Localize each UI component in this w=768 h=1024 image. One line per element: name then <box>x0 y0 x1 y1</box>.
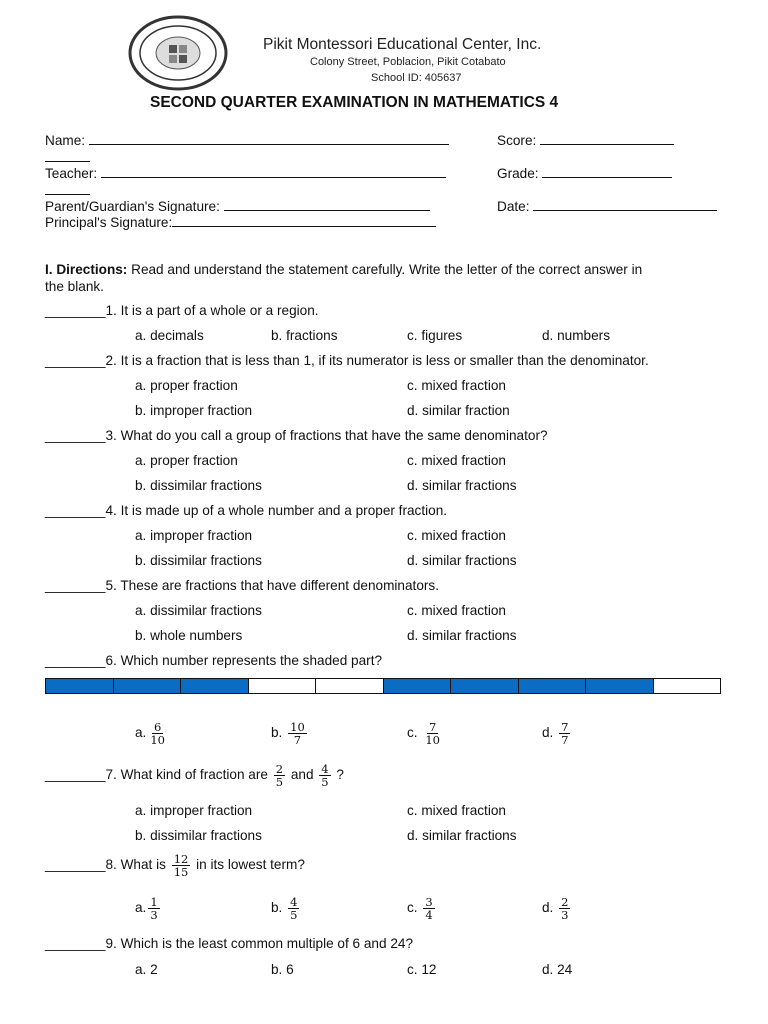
date-field[interactable] <box>497 196 717 214</box>
answer-blank[interactable]: ________ <box>45 857 106 873</box>
question-text: and <box>290 767 314 783</box>
question-3 <box>45 428 548 443</box>
score-label: Score: <box>497 133 537 148</box>
question-6 <box>45 653 382 668</box>
question-7 <box>45 763 344 788</box>
option-c: c. mixed fraction <box>407 603 506 618</box>
bar-cell-shaded <box>46 679 114 693</box>
option-letter: b. <box>271 725 283 741</box>
option-d: d. numbers <box>542 328 611 343</box>
question-1 <box>45 303 319 318</box>
option-c: c. mixed fraction <box>407 803 506 818</box>
option-b: b. dissimilar fractions <box>135 553 262 568</box>
grade-field[interactable] <box>497 163 672 181</box>
question-text: 2. It is a fraction that is less than 1, if its numerator is less or smaller than the denominator. <box>105 353 649 368</box>
principal-line[interactable] <box>172 212 436 227</box>
bar-cell-empty <box>249 679 317 693</box>
directions-text: Read and understand the statement carefully. Write the letter of the correct answer in <box>131 262 643 277</box>
question-text: 4. It is made up of a whole number and a proper fraction. <box>105 503 448 518</box>
option-a: a. proper fraction <box>135 453 238 468</box>
option-d: d. similar fraction <box>407 403 510 418</box>
fraction-bar <box>45 678 721 694</box>
principal-signature-field[interactable] <box>45 212 436 230</box>
answer-blank[interactable]: ________ <box>45 767 106 783</box>
fraction <box>148 721 167 746</box>
option-b: b. improper fraction <box>135 403 253 418</box>
fraction <box>423 896 434 921</box>
directions <box>45 262 642 277</box>
option-d <box>542 721 572 746</box>
denominator: 3 <box>150 908 158 922</box>
option-b: b. whole numbers <box>135 628 243 643</box>
option-letter: b. <box>271 900 283 916</box>
option-b <box>271 896 301 921</box>
teacher-field[interactable] <box>45 163 446 181</box>
school-id: School ID: 405637 <box>371 72 462 84</box>
denominator: 3 <box>561 908 569 922</box>
option-b <box>271 721 309 746</box>
parent-line[interactable] <box>224 196 430 211</box>
answer-blank[interactable]: ________ <box>45 578 106 593</box>
numerator: 4 <box>290 895 298 909</box>
question-8 <box>45 853 305 878</box>
bar-cell-shaded <box>586 679 654 693</box>
fraction <box>559 896 570 921</box>
denominator: 7 <box>293 733 302 747</box>
fraction <box>288 896 299 921</box>
fraction <box>288 721 307 746</box>
score-field[interactable] <box>497 130 674 148</box>
question-text: ? <box>336 767 344 783</box>
question-9 <box>45 936 413 951</box>
option-b: b. dissimilar fractions <box>135 828 262 843</box>
teacher-line[interactable] <box>101 163 446 178</box>
option-letter: d. <box>542 900 554 916</box>
denominator: 7 <box>561 733 569 747</box>
numerator: 3 <box>425 895 433 909</box>
directions-label: I. Directions: <box>45 262 128 277</box>
exam-title: SECOND QUARTER EXAMINATION IN MATHEMATICS 4 <box>150 94 559 111</box>
school-address: Colony Street, Poblacion, Pikit Cotabato <box>310 56 506 68</box>
option-c <box>407 896 437 921</box>
option-c <box>407 721 444 746</box>
option-letter: a. <box>135 900 147 916</box>
option-c: c. 12 <box>407 962 437 977</box>
grade-label: Grade: <box>497 166 539 181</box>
option-a: a. improper fraction <box>135 528 253 543</box>
option-d: d. similar fractions <box>407 553 517 568</box>
option-b: b. dissimilar fractions <box>135 478 262 493</box>
numerator: 7 <box>429 720 437 734</box>
option-b: b. fractions <box>271 328 338 343</box>
date-label: Date: <box>497 199 530 214</box>
denominator: 4 <box>425 908 433 922</box>
option-d: d. 24 <box>542 962 573 977</box>
answer-blank[interactable]: ________ <box>45 428 106 443</box>
option-a: a. 2 <box>135 962 158 977</box>
parent-label: Parent/Guardian's Signature: <box>45 199 220 214</box>
answer-blank[interactable]: ________ <box>45 936 106 951</box>
option-d: d. similar fractions <box>407 628 517 643</box>
school-seal-logo <box>128 15 228 91</box>
answer-blank[interactable]: ________ <box>45 653 106 668</box>
question-text: 1. It is a part of a whole or a region. <box>105 303 319 318</box>
option-a <box>135 896 162 921</box>
score-line[interactable] <box>540 130 674 145</box>
name-overflow-line <box>45 147 90 162</box>
denominator: 5 <box>275 775 284 789</box>
fraction <box>172 853 191 878</box>
bar-cell-shaded <box>384 679 452 693</box>
denominator: 5 <box>321 775 329 789</box>
question-text: 3. What do you call a group of fractions that have the same denominator? <box>105 428 548 443</box>
name-line[interactable] <box>89 130 449 145</box>
numerator: 12 <box>173 852 189 866</box>
numerator: 2 <box>275 762 284 776</box>
denominator: 15 <box>173 865 189 879</box>
option-letter: d. <box>542 725 554 741</box>
fraction <box>423 721 442 746</box>
date-line[interactable] <box>533 196 717 211</box>
grade-line[interactable] <box>542 163 672 178</box>
name-field[interactable] <box>45 130 449 148</box>
name-label: Name: <box>45 133 86 148</box>
teacher-label: Teacher: <box>45 166 98 181</box>
option-d <box>542 896 572 921</box>
question-text: in its lowest term? <box>196 857 305 873</box>
option-c: c. figures <box>407 328 463 343</box>
question-text: 6. Which number represents the shaded part? <box>105 653 383 668</box>
bar-cell-shaded <box>519 679 587 693</box>
question-4 <box>45 503 447 518</box>
numerator: 2 <box>561 895 569 909</box>
denominator: 10 <box>425 733 440 747</box>
numerator: 6 <box>154 720 162 734</box>
option-letter: c. <box>407 725 418 741</box>
school-name: Pikit Montessori Educational Center, Inc. <box>263 36 542 53</box>
option-a: a. improper fraction <box>135 803 253 818</box>
option-a: a. dissimilar fractions <box>135 603 262 618</box>
fraction <box>319 763 330 788</box>
bar-cell-empty <box>654 679 721 693</box>
option-c: c. mixed fraction <box>407 453 506 468</box>
denominator: 5 <box>290 908 298 922</box>
fraction <box>274 763 285 788</box>
option-b: b. 6 <box>271 962 294 977</box>
denominator: 10 <box>150 733 165 747</box>
option-letter: a. <box>135 725 147 741</box>
numerator: 4 <box>321 762 329 776</box>
option-d: d. similar fractions <box>407 828 517 843</box>
answer-blank[interactable]: ________ <box>45 503 106 518</box>
question-5 <box>45 578 439 593</box>
option-a: a. proper fraction <box>135 378 238 393</box>
principal-label: Principal's Signature: <box>45 215 173 230</box>
option-letter: c. <box>407 900 418 916</box>
option-c: c. mixed fraction <box>407 528 506 543</box>
numerator: 1 <box>150 895 158 909</box>
directions-text-2: the blank. <box>45 279 104 294</box>
question-text: 5. These are fractions that have different denominators. <box>105 578 439 593</box>
fraction <box>559 721 570 746</box>
option-a: a. decimals <box>135 328 204 343</box>
question-text: 9. Which is the least common multiple of 6 and 24? <box>105 936 414 951</box>
option-d: d. similar fractions <box>407 478 517 493</box>
bar-cell-empty <box>316 679 384 693</box>
fraction <box>148 896 159 921</box>
answer-blank[interactable]: ________ <box>45 303 106 318</box>
question-text: 7. What kind of fraction are <box>105 767 268 783</box>
answer-blank[interactable]: ________ <box>45 353 106 368</box>
teacher-overflow-line <box>45 180 90 195</box>
numerator: 10 <box>290 720 305 734</box>
option-a <box>135 721 169 746</box>
question-2 <box>45 353 649 368</box>
bar-cell-shaded <box>114 679 182 693</box>
question-text: 8. What is <box>105 857 166 873</box>
option-c: c. mixed fraction <box>407 378 506 393</box>
numerator: 7 <box>561 720 569 734</box>
bar-cell-shaded <box>181 679 249 693</box>
bar-cell-shaded <box>451 679 519 693</box>
